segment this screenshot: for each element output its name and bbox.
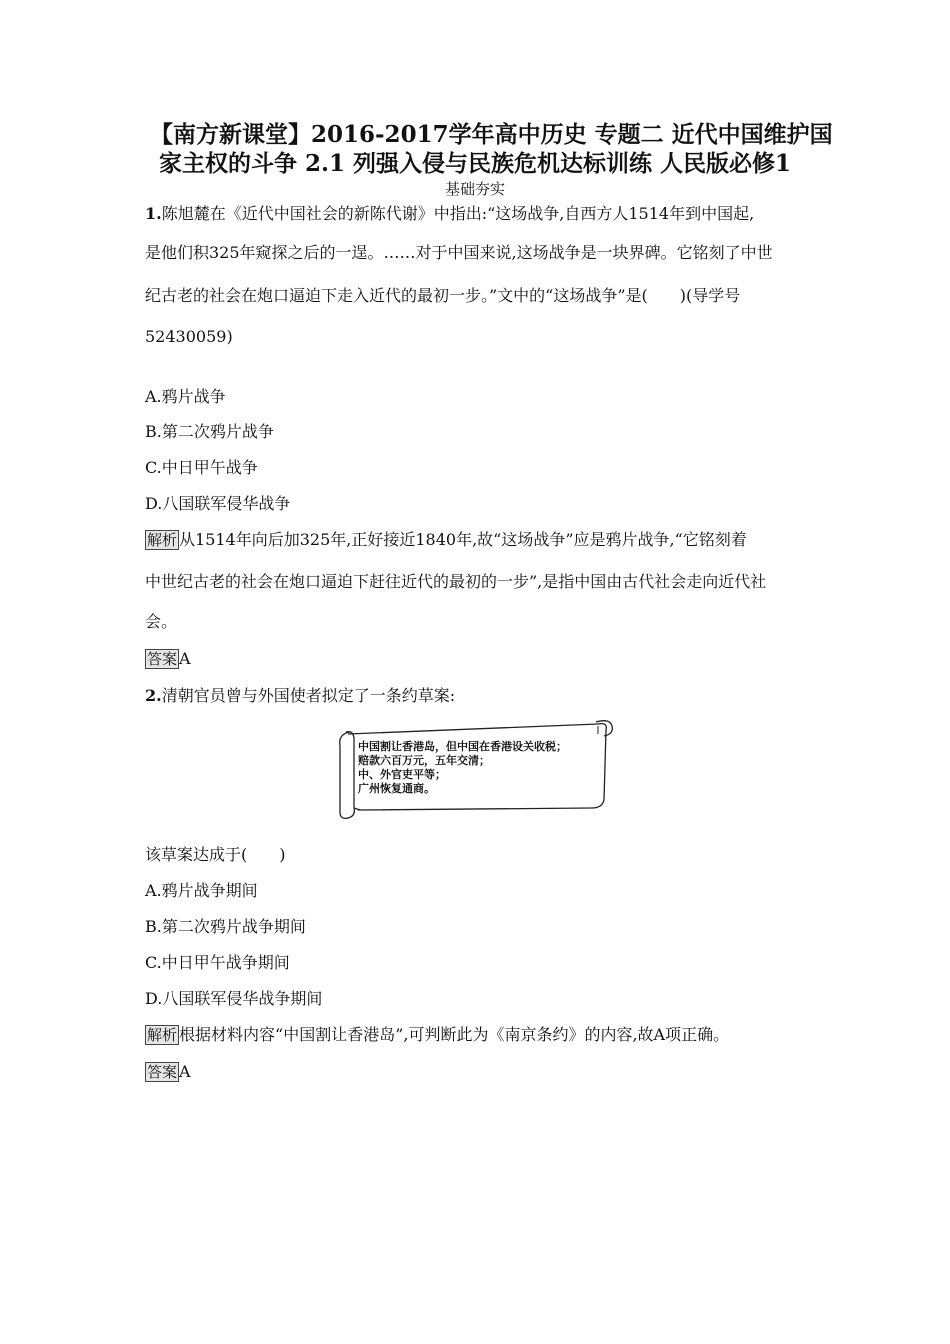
q2-answer-tag: 答案 xyxy=(147,1063,178,1081)
q1-option-a: A.鸦片战争 xyxy=(145,387,226,406)
scroll-line-3: 中、外官吏平等； xyxy=(358,768,446,781)
q2-question: 该草案达成于( ) xyxy=(145,845,286,864)
treaty-scroll-text xyxy=(358,740,567,796)
q1-option-c: C.中日甲午战争 xyxy=(145,458,258,477)
scroll-line-2: 赔款六百万元，五年交清； xyxy=(358,754,490,767)
scroll-line-1: 中国割让香港岛，但中国在香港设关收税； xyxy=(358,740,567,753)
q1-analysis-line-2: 中世纪古老的社会在炮口逼迫下赶往近代的最初的一步”,是指中国由古代社会走向近代社 xyxy=(145,572,767,591)
q1-stem-line-1 xyxy=(145,204,754,224)
q1-stem-line-2: 是他们积325年窥探之后的一逞。……对于中国来说,这场战争是一块界碑。它铭刻了中世 xyxy=(145,243,773,262)
q2-option-c: C.中日甲午战争期间 xyxy=(145,953,290,972)
q1-stem-line-3: 纪古老的社会在炮口逼迫下走入近代的最初一步。”文中的“这场战争”是( )(导学号 xyxy=(145,286,741,305)
scroll-line-4: 广州恢复通商。 xyxy=(358,782,435,795)
q2-analysis-line xyxy=(145,1025,729,1045)
q1-answer-value: A xyxy=(179,649,191,668)
q2-analysis-text: 根据材料内容“中国割让香港岛”,可判断此为《南京条约》的内容,故A项正确。 xyxy=(179,1025,730,1044)
q2-stem-line xyxy=(145,686,455,706)
q1-analysis-line-3: 会。 xyxy=(145,612,178,631)
q1-option-d: D.八国联军侵华战争 xyxy=(145,494,291,513)
q1-number: 1. xyxy=(145,204,162,223)
section-heading: 基础夯实 xyxy=(444,180,505,198)
document-title-line-2: 家主权的斗争 2.1 列强入侵与民族危机达标训练 人民版必修1 xyxy=(158,150,792,177)
q1-analysis-line-1 xyxy=(145,530,747,550)
q2-answer-value: A xyxy=(179,1062,191,1081)
q2-number: 2. xyxy=(145,686,162,705)
q2-option-d: D.八国联军侵华战争期间 xyxy=(145,989,323,1008)
q2-stem-text: 清朝官员曾与外国使者拟定了一条约草案: xyxy=(161,686,456,705)
q1-option-b: B.第二次鸦片战争 xyxy=(145,422,274,441)
q1-answer-tag: 答案 xyxy=(147,650,178,668)
q1-analysis-tag: 解析 xyxy=(147,531,178,549)
q2-answer-line xyxy=(145,1062,191,1082)
q1-answer-line xyxy=(145,649,191,669)
q1-stem-text-1: 陈旭麓在《近代中国社会的新陈代谢》中指出:“这场战争,自西方人1514年到中国起, xyxy=(161,204,755,223)
q2-option-b: B.第二次鸦片战争期间 xyxy=(145,917,306,936)
q1-stem-line-4: 52430059) xyxy=(145,327,233,346)
q2-option-a: A.鸦片战争期间 xyxy=(145,881,258,900)
q2-analysis-tag: 解析 xyxy=(147,1026,178,1044)
q1-analysis-text-1: 从1514年向后加325年,正好接近1840年,故“这场战争”应是鸦片战争,“它铭刻着 xyxy=(179,530,747,549)
document-title-line-1: 【南方新课堂】2016-2017学年高中历史 专题二 近代中国维护国 xyxy=(150,121,833,148)
